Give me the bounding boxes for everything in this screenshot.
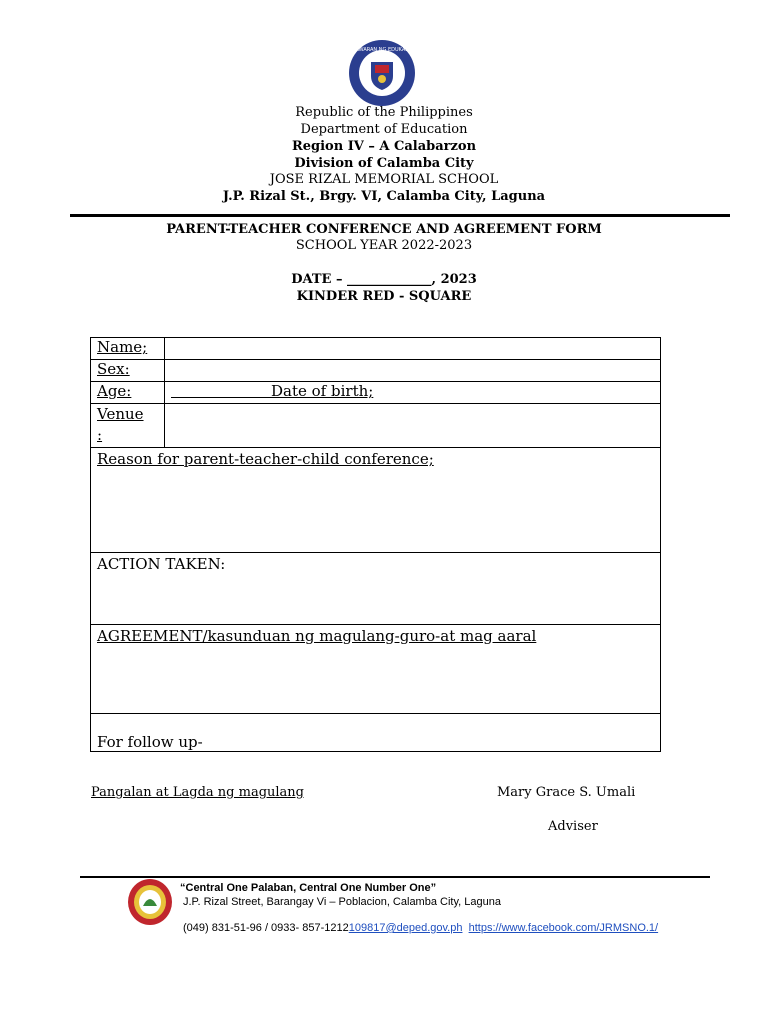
- header-republic: Republic of the Philippines: [295, 105, 473, 120]
- date-line: DATE – _____________, 2023: [291, 272, 477, 287]
- name-label: Name;: [97, 338, 148, 356]
- header-region: Region IV – A Calabarzon: [291, 139, 477, 154]
- footer-divider: [80, 876, 710, 878]
- school-motto: “Central One Palaban, Central One Number One”: [180, 882, 437, 894]
- age-blank: [171, 383, 271, 398]
- school-seal-logo: [127, 878, 173, 926]
- svg-text:KAGAWARAN NG EDUKASYON: KAGAWARAN NG EDUKASYON: [347, 47, 417, 53]
- adviser-title: Adviser: [548, 819, 598, 834]
- reason-row: [91, 448, 661, 553]
- action-field[interactable]: [91, 553, 661, 625]
- age-row: [91, 382, 661, 404]
- school-year: SCHOOL YEAR 2022-2023: [295, 238, 473, 253]
- footer-address: J.P. Rizal Street, Barangay Vi – Poblacion, Calamba City, Laguna: [183, 896, 501, 908]
- dob-field[interactable]: [165, 382, 661, 404]
- class-section: KINDER RED - SQUARE: [296, 289, 472, 304]
- header-division: Division of Calamba City: [294, 156, 474, 171]
- header-school: JOSE RIZAL MEMORIAL SCHOOL: [269, 172, 499, 187]
- dob-label: Date of birth;: [271, 382, 374, 400]
- phone-number: (049) 831-51-96 / 0933- 857-1212: [183, 922, 349, 934]
- header-department: Department of Education: [300, 122, 468, 137]
- email-link[interactable]: 109817@deped.gov.ph: [348, 922, 463, 934]
- agreement-row: [91, 625, 661, 714]
- action-row: [91, 553, 661, 625]
- followup-row: [91, 714, 661, 752]
- adviser-name: Mary Grace S. Umali: [497, 785, 636, 800]
- sex-label: Sex:: [97, 360, 130, 378]
- sex-field[interactable]: [165, 360, 661, 382]
- name-row: [91, 338, 661, 360]
- followup-label: For follow up-: [97, 733, 203, 751]
- venue-label: Venue: [97, 405, 144, 423]
- conference-form-table: [90, 337, 661, 752]
- facebook-link[interactable]: https://www.facebook.com/JRMSNO.1/: [468, 922, 659, 934]
- venue-colon: :: [97, 426, 103, 444]
- form-title: PARENT-TEACHER CONFERENCE AND AGREEMENT FORM: [166, 222, 602, 237]
- venue-row: [91, 404, 661, 448]
- followup-field[interactable]: [91, 714, 661, 752]
- sex-row: [91, 360, 661, 382]
- contact-line: [183, 922, 658, 934]
- header-address: J.P. Rizal St., Brgy. VI, Calamba City, Laguna: [222, 189, 546, 204]
- agreement-label: AGREEMENT/kasunduan ng magulang-guro-at mag aaral: [97, 627, 537, 645]
- header-divider: [70, 214, 730, 217]
- reason-field[interactable]: [91, 448, 661, 553]
- agreement-field[interactable]: [91, 625, 661, 714]
- age-label: Age:: [97, 382, 132, 400]
- name-field[interactable]: [165, 338, 661, 360]
- action-label: ACTION TAKEN:: [97, 555, 226, 573]
- parent-signature-label: Pangalan at Lagda ng magulang: [91, 785, 304, 800]
- reason-label: Reason for parent-teacher-child conference;: [97, 450, 434, 468]
- venue-field[interactable]: [165, 404, 661, 448]
- deped-seal-logo: [347, 38, 417, 108]
